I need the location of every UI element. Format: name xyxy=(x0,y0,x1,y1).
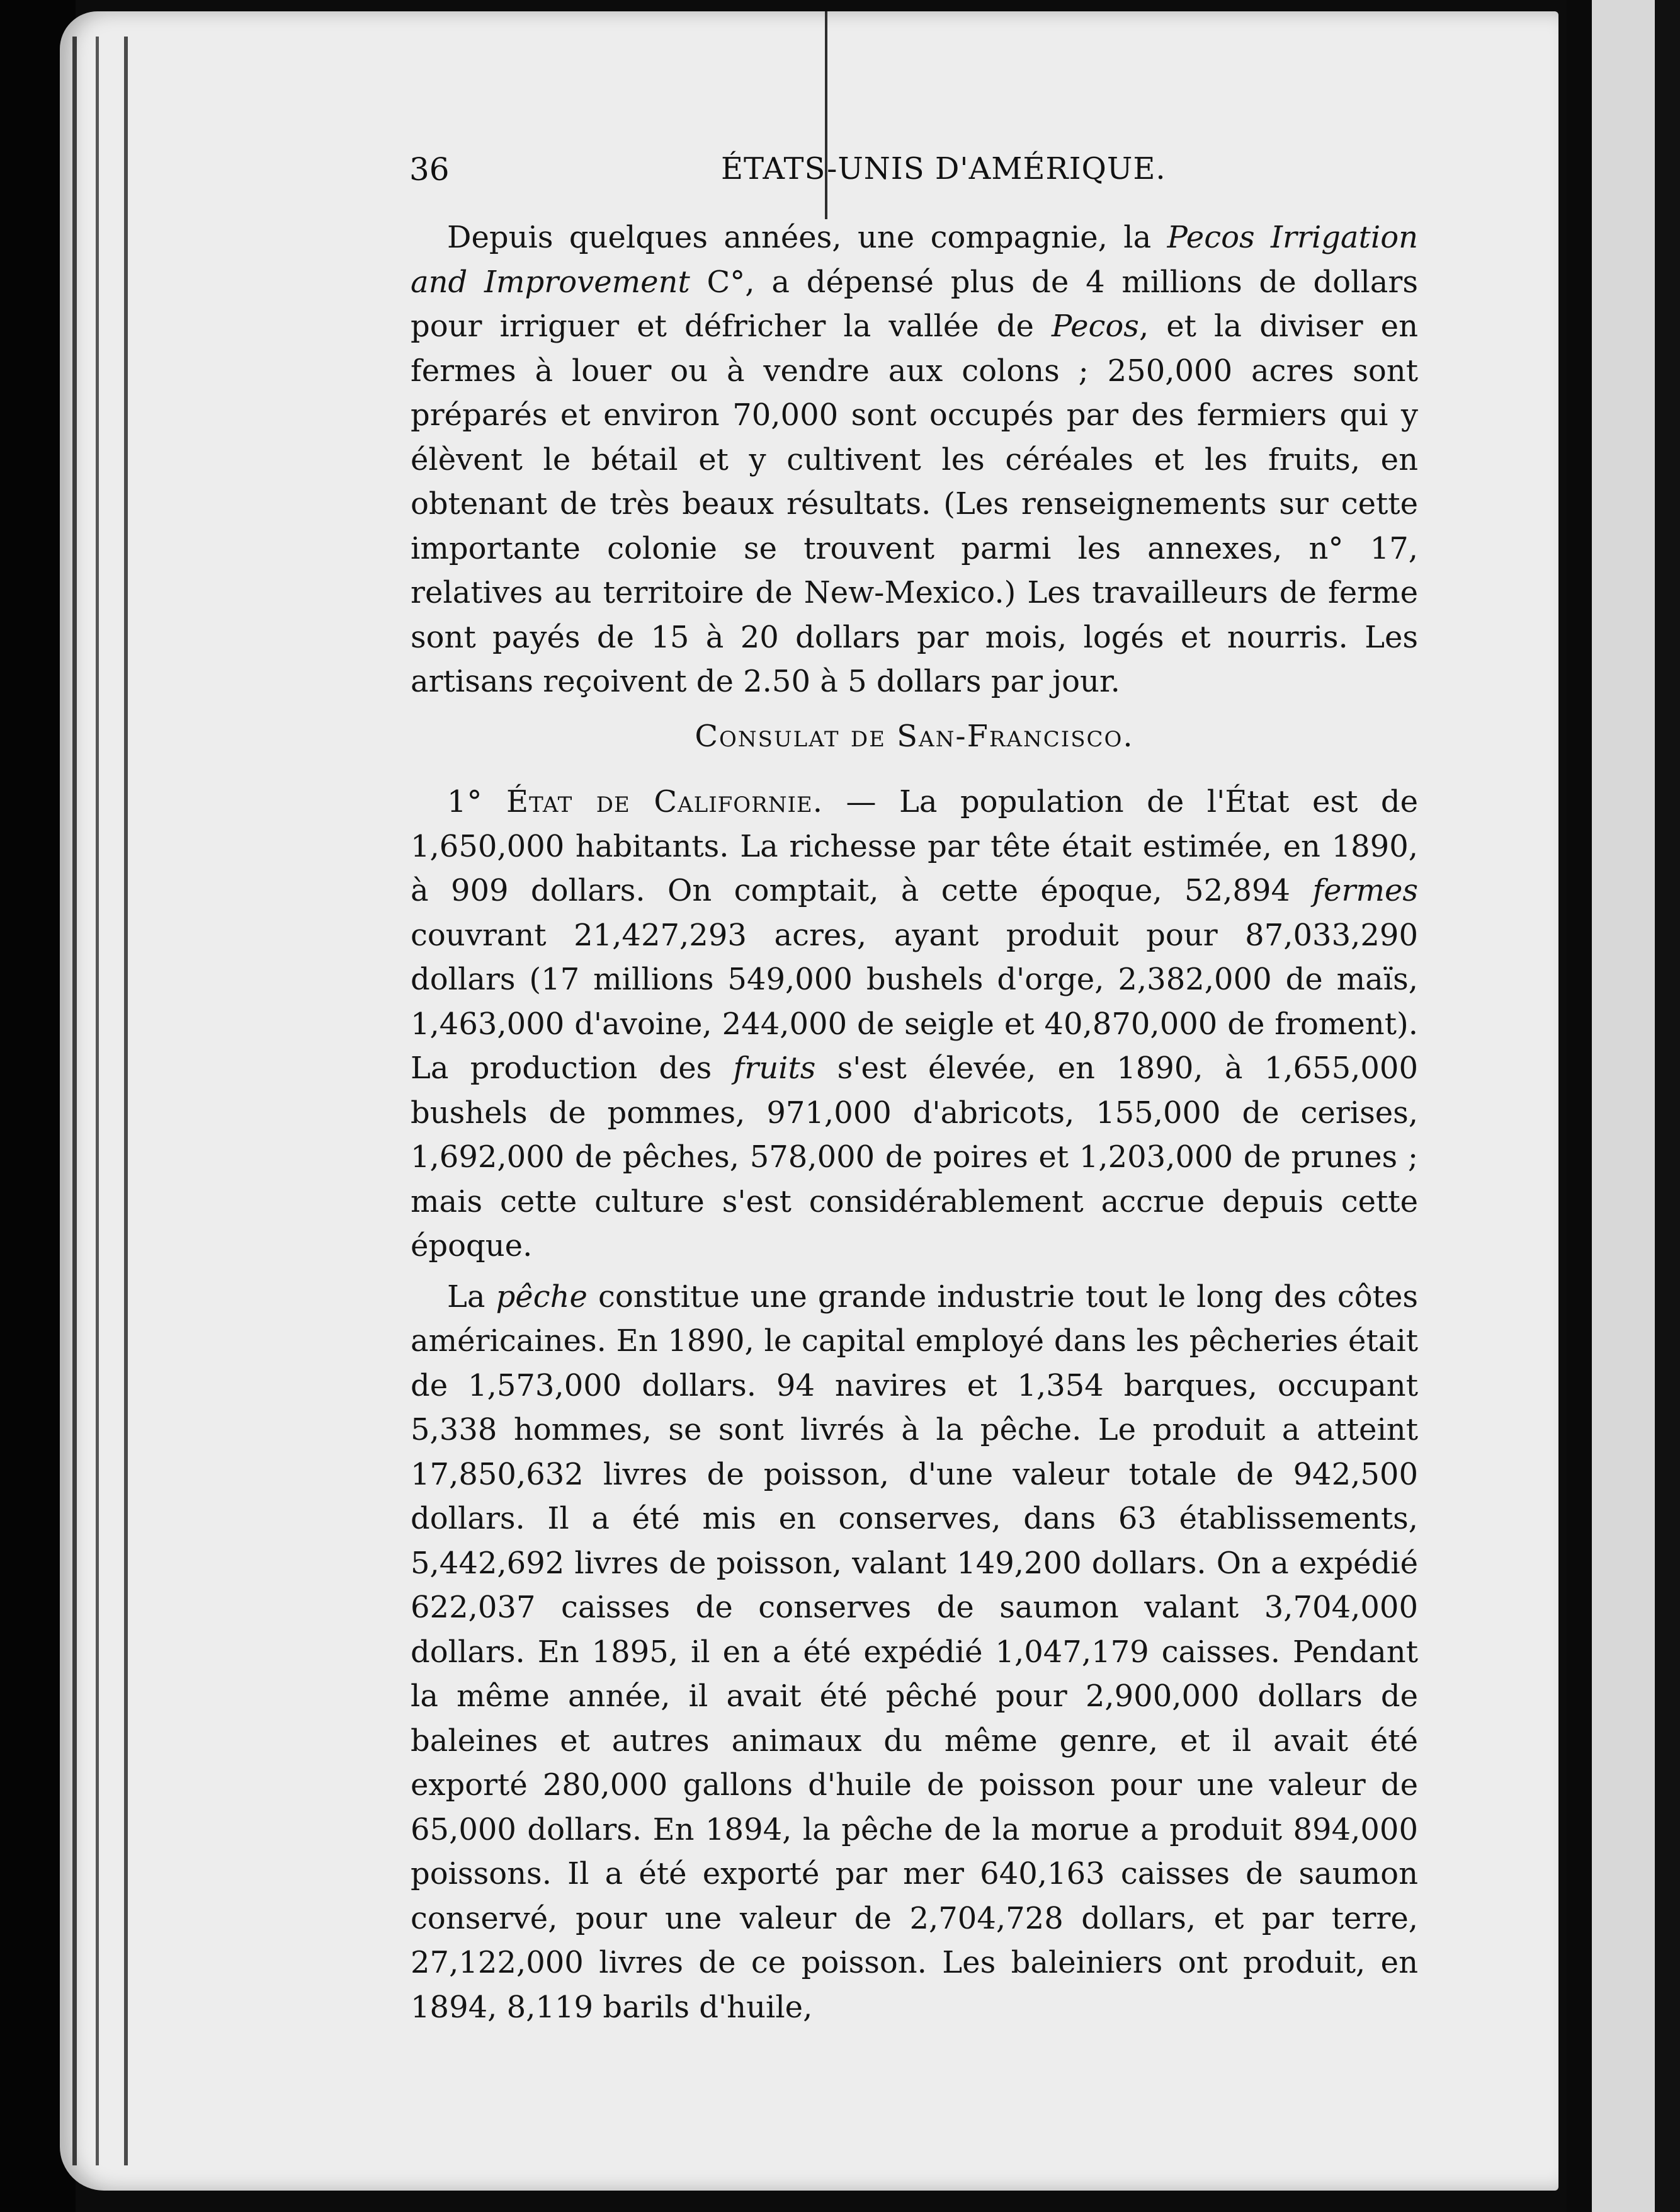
text-run: s'est élevée, en 1890, à 1,655,000 bushels de pommes, 971,000 d'abricots, 155,000 de cerises, 1,692,000 de pêches, 578,000 de poires et 1,203,000 de prunes ; mais cette culture s'est considérablement accrue depuis cette époque. xyxy=(411,1051,1418,1263)
page-number: 36 xyxy=(409,151,450,188)
text-run: — La population de l'État est de 1,650,000 habitants. La richesse par tête était estimée, en 1890, à 909 dollars. On comptait, à cette époque, 52,894 xyxy=(411,784,1419,908)
text-run: Depuis quelques années, une compagnie, la xyxy=(447,220,1167,255)
paragraph-californie xyxy=(411,780,1418,1268)
text-run: , et la diviser en fermes à louer ou à vendre aux colons ; 250,000 acres sont préparés et environ 70,000 sont occupés par des fermiers qui y élèvent le bétail et y cultivent les céréales et les fruits, en obtenant de très beaux résultats. (Les renseignements sur cette importante colonie se trouvent parmi les annexes, n° 17, relatives au territoire de New-Mexico.) Les travailleurs de ferme sont payés de 15 à 20 dollars par mois, logés et nourris. Les artisans reçoivent de 2.50 à 5 dollars par jour. xyxy=(411,309,1418,699)
page-body xyxy=(411,215,1418,2029)
italic-place-name: Pecos xyxy=(1051,309,1139,344)
text-run: C°, a dépensé plus de 4 millions de dollars pour irriguer et défricher la vallée de xyxy=(411,264,1418,344)
italic-word: pêche xyxy=(496,1279,587,1314)
paragraph-pecos xyxy=(411,215,1418,704)
text-run: couvrant 21,427,293 acres, ayant produit pour 87,033,290 dollars (17 millions 549,000 bushels d'orge, 2,382,000 de maïs, 1,463,000 d'avoine, 244,000 de seigle et 40,870,000 de froment). La production des xyxy=(411,917,1418,1086)
scan-border xyxy=(1655,0,1680,2212)
text-run: La xyxy=(447,1279,496,1314)
italic-company-name: Pecos Irrigation and Improvement xyxy=(411,220,1418,300)
adjacent-page-edge xyxy=(1592,0,1661,2212)
running-title: ÉTATS-UNIS D'AMÉRIQUE. xyxy=(721,151,1166,186)
paragraph-peche xyxy=(411,1275,1418,2030)
italic-word: fermes xyxy=(1312,873,1418,908)
paragraph-lead: 1° État de Californie. xyxy=(447,784,823,819)
section-heading: Consulat de San-Francisco. xyxy=(695,718,1134,754)
italic-word: fruits xyxy=(733,1051,816,1086)
page-binding-lines xyxy=(72,37,222,2165)
running-header xyxy=(409,151,1448,195)
scan-right-edge xyxy=(1567,0,1680,2212)
text-run: constitue une grande industrie tout le long des côtes américaines. En 1890, le capital employé dans les pêcheries était de 1,573,000 dollars. 94 navires et 1,354 barques, occupant 5,338 hommes, se sont livrés à la pêche. Le produit a atteint 17,850,632 livres de poisson, d'une valeur totale de 942,500 dollars. Il a été mis en conserves, dans 63 établissements, 5,442,692 livres de poisson, valant 149,200 dollars. On a expédié 622,037 caisses de conserves de saumon valant 3,704,000 dollars. En 1895, il en a été expédié 1,047,179 caisses. Pendant la même année, il avait été pêché pour 2,900,000 dollars de baleines et autres animaux du même genre, et il avait été exporté 280,000 gallons d'huile de poisson pour une valeur de 65,000 dollars. En 1894, la pêche de la morue a produit 894,000 poissons. Il a été exporté par mer 640,163 caisses de saumon conservé, pour une valeur de 2,704,728 dollars, et par terre, 27,122,000 livres de ce poisson. Les baleiniers ont produit, en 1894, 8,119 barils d'huile, xyxy=(411,1279,1419,2025)
